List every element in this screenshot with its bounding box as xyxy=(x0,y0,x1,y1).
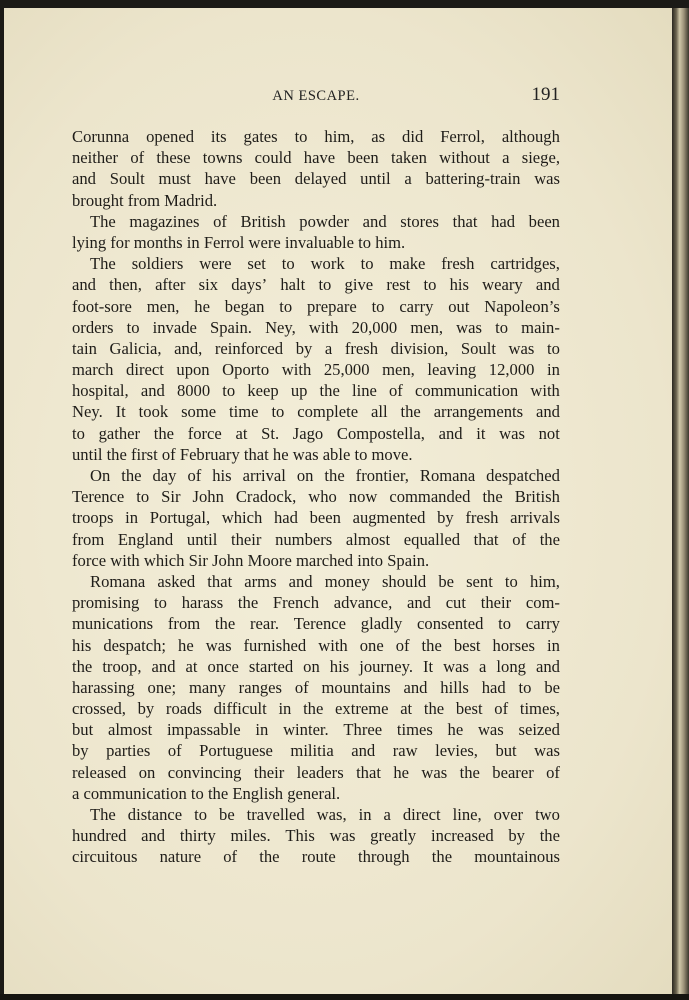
text-line: munications from the rear. Terence gladly consented to carry xyxy=(72,614,560,634)
text-line: The distance to be travelled was, in a direct line, over two xyxy=(90,805,560,824)
text-line: circuitous nature of the route through the mountainous xyxy=(72,847,560,867)
text-line: Terence to Sir John Cradock, who now commanded the British xyxy=(72,487,560,507)
text-line: hospital, and 8000 to keep up the line of communication with xyxy=(72,381,560,401)
text-line: and Soult must have been delayed until a battering-train was xyxy=(72,169,560,189)
text-line: march direct upon Oporto with 25,000 men, leaving 12,000 in xyxy=(72,360,560,380)
text-line: tain Galicia, and, reinforced by a fresh division, Soult was to xyxy=(72,338,560,358)
text-line: The magazines of British powder and stores that had been xyxy=(90,211,560,231)
text-line: released on convincing their leaders that he was the bearer of xyxy=(72,762,560,782)
text-line: harassing one; many ranges of mountains and hills had to be xyxy=(72,677,560,697)
text-line: Ney. It took some time to complete all the arrangements and xyxy=(72,402,560,422)
text-line: orders to invade Spain. Ney, with 20,000 men, was to main- xyxy=(72,317,560,337)
text-line: by parties of Portuguese militia and raw levies, but was xyxy=(72,741,560,761)
text-line: Romana asked that arms and money should be sent to him, xyxy=(90,571,560,591)
text-line: until the first of February that he was able to move. xyxy=(72,444,413,464)
text-line: and then, after six days’ halt to give rest to his weary and xyxy=(72,275,560,295)
text-line: force with which Sir John Moore marched into Spain. xyxy=(72,550,430,570)
text-line: The soldiers were set to work to make fresh cartridges, xyxy=(90,254,560,274)
text-line: neither of these towns could have been taken without a siege, xyxy=(72,148,560,168)
text-line: hundred and thirty miles. This was greatly increased by the xyxy=(72,826,560,846)
text-line: his despatch; he was furnished with one of the best horses in xyxy=(72,635,560,655)
text-line: from England until their numbers almost equalled that of the xyxy=(72,529,560,549)
page-number: 191 xyxy=(531,84,560,105)
text-line: Corunna opened its gates to him, as did Ferrol, although xyxy=(72,127,560,146)
text-line: lying for months in Ferrol were invaluable to him. xyxy=(72,232,406,252)
text-line: promising to harass the French advance, and cut their com- xyxy=(72,593,560,613)
text-line: troops in Portugal, which had been augmented by fresh arrivals xyxy=(72,508,560,528)
body-text xyxy=(72,126,560,868)
page-bottom-edge xyxy=(0,994,689,1000)
running-head xyxy=(72,84,560,108)
text-line: foot-sore men, he began to prepare to carry out Napoleon’s xyxy=(72,296,560,316)
book-page xyxy=(4,8,672,994)
text-line: crossed, by roads difficult in the extreme at the best of times, xyxy=(72,699,560,719)
page-edge-shadow xyxy=(672,8,689,994)
text-line: to gather the force at St. Jago Compostella, and it was not xyxy=(72,423,560,443)
text-line: but almost impassable in winter. Three times he was seized xyxy=(72,720,560,740)
text-line: brought from Madrid. xyxy=(72,190,218,210)
text-line: On the day of his arrival on the frontier, Romana despatched xyxy=(90,466,560,485)
text-line: the troop, and at once started on his journey. It was a long and xyxy=(72,656,560,676)
running-head-title: AN ESCAPE. xyxy=(272,88,360,104)
text-line: a communication to the English general. xyxy=(72,783,341,803)
